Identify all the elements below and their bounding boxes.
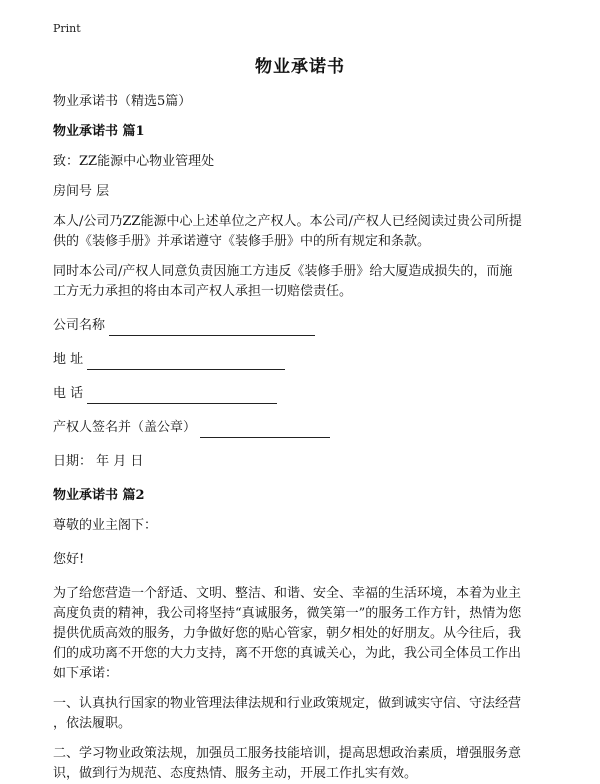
signature-field [53,418,553,438]
print-link[interactable]: Print [53,22,81,35]
text-line: 为了给您营造一个舒适、文明、整洁、和谐、安全、幸福的生活环境，本着为业主 [53,586,522,601]
commitment-item-1 [53,694,553,734]
room-number: 房间号 层 [53,184,110,199]
text-line: 工方无力承担的将由本司产权人承担一切赔偿责任。 [53,284,353,299]
addressee: 致：ZZ能源中心物业管理处 [53,154,215,169]
address-blank [87,355,285,370]
text-line: 二、学习物业政策法规，加强员工服务技能培训，提高思想政治素质，增强服务意 [53,746,522,761]
signature-blank [200,423,330,438]
greeting: 您好! [53,552,85,567]
text-line: 供的《装修手册》并承诺遵守《装修手册》中的所有规定和条款。 [53,234,431,249]
company-name-field [53,316,553,336]
section2-heading: 物业承诺书 篇2 [53,488,145,503]
text-line: 提供优质高效的服务，力争做好您的贴心管家，朝夕相处的好朋友。从今往后，我 [53,626,522,641]
text-line: 一、认真执行国家的物业管理法律法规和行业政策规定，做到诚实守信、守法经营 [53,696,522,711]
date-line: 日期： 年 月 日 [53,454,144,469]
text-line: 高度负责的精神，我公司将坚持“真诚服务，微笑第一”的服务工作方针，热情为您 [53,606,522,621]
section1-paragraph-2 [53,262,553,302]
section1-paragraph-1 [53,212,553,252]
phone-blank [87,389,277,404]
text-line: 们的成功离不开您的大力支持，离不开您的真诚关心，为此，我公司全体员工作出 [53,646,522,661]
text-line: ，依法履职。 [53,716,132,731]
text-line: 同时本公司/产权人同意负责因施工方违反《装修手册》给大厦造成损失的，而施 [53,264,513,279]
address-field [53,350,553,370]
text-line: 本人/公司乃ZZ能源中心上述单位之产权人。本公司/产权人已经阅读过贵公司所提 [53,214,522,229]
section2-paragraph-1 [53,584,553,684]
company-name-label: 公司名称 [53,318,106,333]
phone-label: 电 话 [53,386,84,401]
commitment-item-2 [53,744,553,784]
address-label: 地 址 [53,352,84,367]
salutation: 尊敬的业主阁下： [53,518,158,533]
phone-field [53,384,553,404]
text-line: 如下承诺： [53,666,119,681]
subtitle: 物业承诺书（精选5篇） [53,94,192,109]
text-line: 识，做到行为规范、态度热情、服务主动，开展工作扎实有效。 [53,766,418,781]
signature-label: 产权人签名并（盖公章） [53,420,197,435]
section1-heading: 物业承诺书 篇1 [53,124,145,139]
document-body [53,92,553,784]
page-title: 物业承诺书 [255,57,345,77]
company-name-blank [109,321,315,336]
